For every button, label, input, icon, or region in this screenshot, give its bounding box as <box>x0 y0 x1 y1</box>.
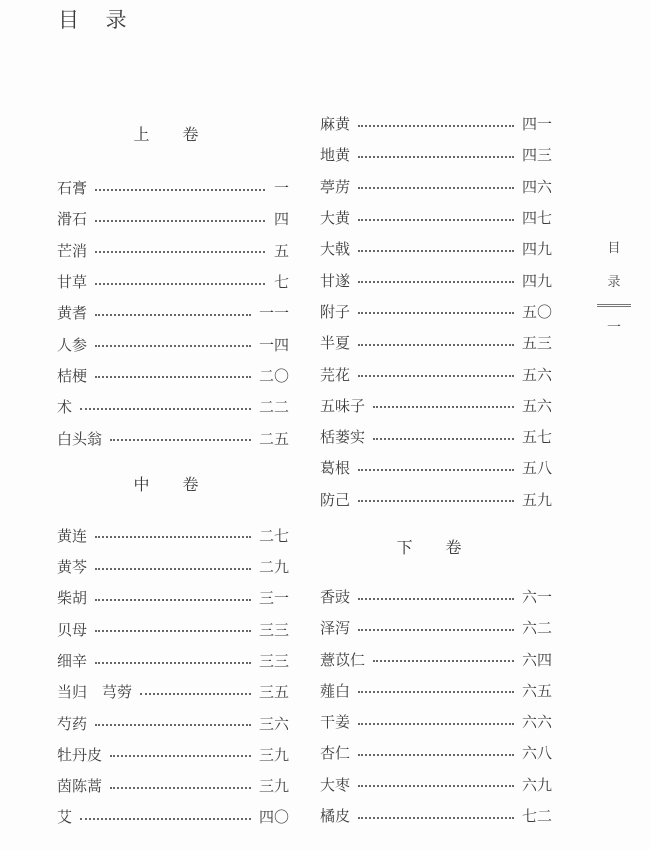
toc-entry[interactable] <box>57 422 289 453</box>
entry-page: 四〇 <box>258 808 289 827</box>
dot-leader <box>373 406 514 408</box>
toc-entry[interactable] <box>57 551 289 582</box>
dot-leader <box>358 281 514 283</box>
entry-name: 五味子 <box>320 396 366 415</box>
dot-leader <box>358 817 514 819</box>
entry-name: 黄耆 <box>57 304 88 323</box>
entry-page: 六八 <box>521 744 552 763</box>
entry-name: 细辛 <box>57 652 88 670</box>
section-heading-upper: 上 卷 <box>133 125 213 144</box>
entry-name: 当归 芎䓖 <box>57 683 133 702</box>
toc-entry[interactable] <box>57 676 289 707</box>
toc-entry[interactable] <box>320 643 552 674</box>
entry-page: 三五 <box>258 683 289 702</box>
entry-name: 白头翁 <box>57 429 103 448</box>
entry-page: 六五 <box>521 681 552 700</box>
entry-page: 二九 <box>258 558 289 577</box>
side-tab-double-rule <box>597 304 631 307</box>
entry-name: 人参 <box>57 335 88 354</box>
entry-page: 五七 <box>521 428 552 447</box>
entry-name: 芒消 <box>57 241 88 260</box>
dot-leader <box>358 754 514 756</box>
entry-name: 栝蒌实 <box>320 428 366 447</box>
toc-entry[interactable] <box>320 452 552 483</box>
dot-leader <box>358 156 514 158</box>
toc-entry[interactable] <box>57 360 289 391</box>
entry-page: 四七 <box>521 209 552 228</box>
side-tab-char-1: 目 <box>607 241 621 256</box>
entry-page: 二二 <box>258 398 289 417</box>
dot-leader <box>358 219 514 221</box>
entry-page: 七 <box>273 273 289 292</box>
toc-entry[interactable] <box>57 770 289 801</box>
dot-leader <box>358 344 514 346</box>
toc-entry[interactable] <box>57 328 289 359</box>
entry-page: 五八 <box>521 459 552 478</box>
toc-entry[interactable] <box>57 172 289 203</box>
entry-page: 三六 <box>258 714 289 733</box>
entry-page: 二〇 <box>258 366 289 385</box>
toc-entry[interactable] <box>320 139 552 170</box>
toc-entry[interactable] <box>57 739 289 770</box>
toc-column-left <box>57 124 289 833</box>
entry-name: 滑石 <box>57 210 88 229</box>
entry-name: 麻黄 <box>320 115 351 134</box>
toc-entry[interactable] <box>57 582 289 613</box>
dot-leader <box>358 500 514 502</box>
dot-leader <box>95 189 265 191</box>
page-number: 一 <box>607 320 621 336</box>
toc-entry[interactable] <box>320 421 552 452</box>
toc-entry[interactable] <box>320 390 552 421</box>
entry-page: 五六 <box>521 365 552 384</box>
entry-page: 一 <box>273 179 289 198</box>
entry-name: 葛根 <box>320 459 351 478</box>
dot-leader <box>95 662 251 664</box>
dot-leader <box>373 660 514 662</box>
dot-leader <box>358 723 514 725</box>
dot-leader <box>95 568 251 570</box>
entry-name: 术 <box>57 398 73 417</box>
dot-leader <box>95 251 265 253</box>
entry-name: 芍药 <box>57 714 88 733</box>
side-tab-char-2: 录 <box>607 275 621 290</box>
dot-leader <box>95 536 251 538</box>
toc-entry[interactable] <box>320 296 552 327</box>
entry-page: 五六 <box>521 396 552 415</box>
entry-name: 香豉 <box>320 588 351 606</box>
toc-entry[interactable] <box>320 108 552 139</box>
entry-name: 芫花 <box>320 365 351 384</box>
toc-entry[interactable] <box>320 581 552 612</box>
entry-page: 五九 <box>521 490 552 509</box>
entry-page: 四六 <box>521 177 552 196</box>
dot-leader <box>95 220 265 222</box>
entry-page: 六二 <box>521 619 552 638</box>
dot-leader <box>95 314 251 316</box>
entry-name: 大戟 <box>320 240 351 259</box>
entry-page: 四一 <box>521 115 552 134</box>
dot-leader <box>95 345 251 347</box>
entry-name: 茵陈蒿 <box>57 777 103 796</box>
toc-entry[interactable] <box>320 264 552 295</box>
entry-page: 六一 <box>521 588 552 606</box>
entry-page: 二五 <box>258 429 289 448</box>
entry-name: 大黄 <box>320 209 351 228</box>
dot-leader <box>358 250 514 252</box>
entry-page: 七二 <box>521 807 552 826</box>
entry-page: 四三 <box>521 146 552 165</box>
entry-name: 贝母 <box>57 620 88 639</box>
dot-leader <box>358 469 514 471</box>
toc-entry[interactable] <box>57 614 289 645</box>
dot-leader <box>358 785 514 787</box>
entry-name: 甘遂 <box>320 271 351 290</box>
entry-name: 葶苈 <box>320 177 351 196</box>
entry-name: 柴胡 <box>57 589 88 608</box>
section-heading-middle: 中 卷 <box>133 474 213 494</box>
entry-page: 三三 <box>258 620 289 639</box>
entry-name: 杏仁 <box>320 744 351 763</box>
dot-leader <box>358 598 514 600</box>
dot-leader <box>95 630 251 632</box>
dot-leader <box>358 375 514 377</box>
toc-entry[interactable] <box>320 358 552 389</box>
toc-entry[interactable] <box>57 391 289 422</box>
dot-leader <box>110 787 251 789</box>
dot-leader <box>80 818 251 820</box>
entry-page: 三一 <box>258 589 289 608</box>
toc-entry[interactable] <box>57 266 289 297</box>
toc-entry[interactable] <box>320 675 552 706</box>
entry-page: 四九 <box>521 271 552 290</box>
toc-column-right <box>320 108 552 831</box>
toc-entry[interactable] <box>57 801 289 832</box>
entry-page: 六九 <box>521 775 552 794</box>
entry-page: 一四 <box>258 335 289 354</box>
entry-name: 艾 <box>57 808 73 827</box>
toc-entry[interactable] <box>320 484 552 515</box>
entry-page: 四 <box>273 210 289 229</box>
section-heading-lower: 下 卷 <box>396 537 476 557</box>
entry-name: 大枣 <box>320 775 351 794</box>
toc-entry[interactable] <box>320 706 552 737</box>
toc-entry[interactable] <box>57 297 289 328</box>
entry-page: 五三 <box>521 334 552 353</box>
entry-name: 牡丹皮 <box>57 745 103 764</box>
entry-name: 薏苡仁 <box>320 650 366 669</box>
dot-leader <box>95 724 251 726</box>
dot-leader <box>373 438 514 440</box>
dot-leader <box>110 439 251 441</box>
entry-name: 附子 <box>320 302 351 321</box>
toc-entry[interactable] <box>57 520 289 551</box>
toc-entry[interactable] <box>320 202 552 233</box>
entry-name: 地黄 <box>320 146 351 165</box>
entry-name: 甘草 <box>57 273 88 292</box>
entry-name: 干姜 <box>320 713 351 732</box>
entry-name: 石膏 <box>57 179 88 198</box>
toc-entry[interactable] <box>320 769 552 800</box>
entry-page: 五〇 <box>521 302 552 321</box>
toc-entry[interactable] <box>320 327 552 358</box>
toc-entry[interactable] <box>57 707 289 738</box>
toc-entry[interactable] <box>320 737 552 768</box>
toc-entry[interactable] <box>57 645 289 676</box>
page-title: 目 录 <box>58 8 137 32</box>
dot-leader <box>358 125 514 127</box>
entry-page: 五 <box>273 241 289 260</box>
entry-page: 二七 <box>258 526 289 545</box>
toc-entry[interactable] <box>320 171 552 202</box>
entry-page: 三三 <box>258 652 289 670</box>
toc-entry[interactable] <box>320 233 552 264</box>
side-margin-tab <box>596 232 632 337</box>
toc-entry[interactable] <box>320 800 552 831</box>
dot-leader <box>95 599 251 601</box>
dot-leader <box>95 376 251 378</box>
dot-leader <box>80 408 251 410</box>
entry-page: 六六 <box>521 713 552 732</box>
dot-leader <box>358 312 514 314</box>
toc-entry[interactable] <box>57 235 289 266</box>
entry-page: 六四 <box>521 650 552 669</box>
entry-page: 三九 <box>258 745 289 764</box>
toc-entry[interactable] <box>57 203 289 234</box>
dot-leader <box>358 629 514 631</box>
entry-page: 三九 <box>258 777 289 796</box>
entry-name: 黄连 <box>57 526 88 545</box>
dot-leader <box>95 283 265 285</box>
dot-leader <box>140 693 251 695</box>
dot-leader <box>110 755 251 757</box>
dot-leader <box>358 691 514 693</box>
entry-name: 桔梗 <box>57 366 88 385</box>
entry-name: 黄芩 <box>57 558 88 577</box>
entry-page: 一一 <box>258 304 289 323</box>
dot-leader <box>358 187 514 189</box>
entry-name: 半夏 <box>320 334 351 353</box>
entry-name: 薤白 <box>320 681 351 700</box>
toc-entry[interactable] <box>320 612 552 643</box>
entry-name: 防己 <box>320 490 351 509</box>
entry-name: 橘皮 <box>320 807 351 826</box>
entry-name: 泽泻 <box>320 619 351 638</box>
entry-page: 四九 <box>521 240 552 259</box>
